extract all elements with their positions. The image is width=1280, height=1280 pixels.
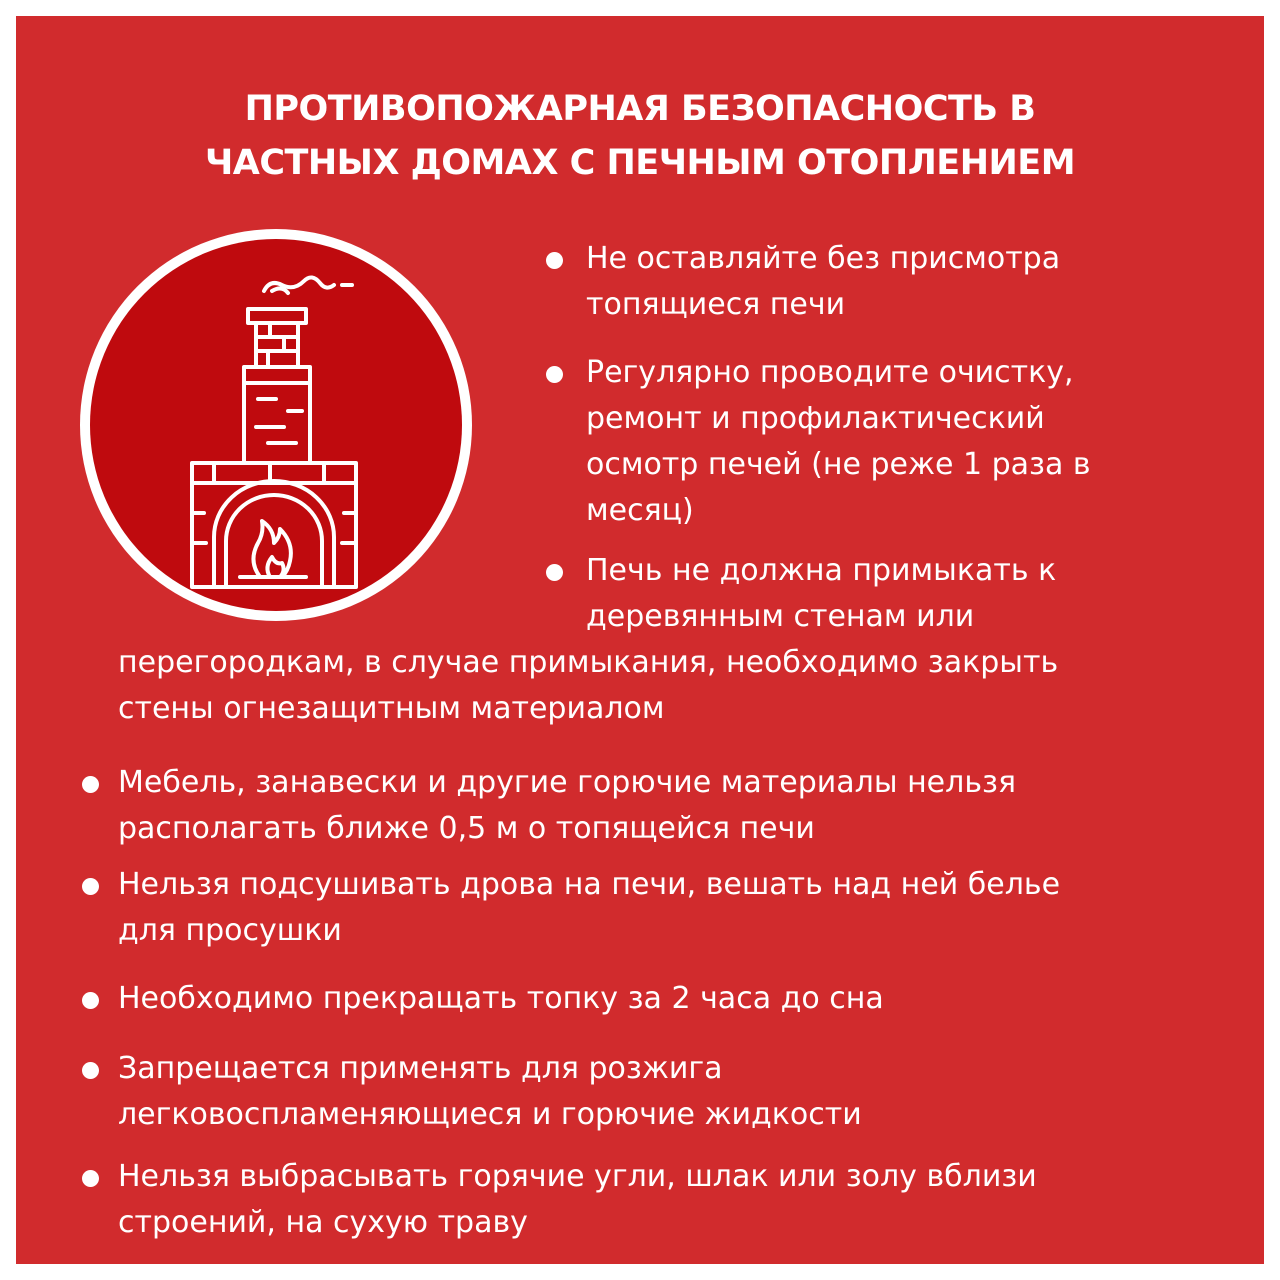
list-item-line: Мебель, занавески и другие горючие материалы нельзя	[118, 765, 1016, 800]
bullet-dot	[82, 1170, 99, 1187]
list-item-line: Необходимо прекращать топку за 2 часа до сна	[118, 981, 884, 1016]
list-item-line: для просушки	[118, 913, 342, 948]
list-item-line: месяц)	[586, 493, 694, 528]
page-title	[16, 82, 1264, 190]
list-item-line: ремонт и профилактический	[586, 401, 1045, 436]
stove-icon-badge	[80, 229, 472, 621]
list-item-line: деревянным стенам или	[586, 599, 975, 634]
list-item	[586, 548, 1056, 640]
list-item	[118, 1154, 1037, 1246]
list-item	[586, 350, 1091, 534]
list-item-line: Нельзя выбрасывать горячие угли, шлак или золу вблизи	[118, 1159, 1037, 1194]
poster	[16, 16, 1264, 1264]
list-item-line: строений, на сухую траву	[118, 1205, 528, 1240]
title-line-2: ЧАСТНЫХ ДОМАХ С ПЕЧНЫМ ОТОПЛЕНИЕМ	[204, 143, 1076, 183]
list-item-line: Печь не должна примыкать к	[586, 553, 1057, 588]
list-item-line: Запрещается применять для розжига	[118, 1051, 723, 1086]
list-item-line: Регулярно проводите очистку,	[586, 355, 1074, 390]
list-item-line: Не оставляйте без присмотра	[586, 241, 1061, 276]
list-item-line: легковоспламеняющиеся и горючие жидкости	[118, 1097, 862, 1132]
bullet-dot	[546, 564, 563, 581]
list-item-line: топящиеся печи	[586, 287, 846, 322]
list-item	[118, 976, 884, 1022]
bullet-dot	[546, 366, 563, 383]
bullet-dot	[82, 878, 99, 895]
list-item	[586, 236, 1060, 328]
bullet-dot	[82, 1062, 99, 1079]
bullet-dot	[82, 776, 99, 793]
list-item	[118, 760, 1016, 852]
list-item-continuation	[118, 640, 1058, 732]
title-line-1: ПРОТИВОПОЖАРНАЯ БЕЗОПАСНОСТЬ В	[244, 89, 1036, 129]
list-item-line: Нельзя подсушивать дрова на печи, вешать над ней белье	[118, 867, 1061, 902]
list-item	[118, 862, 1060, 954]
bullet-dot	[546, 252, 563, 269]
list-item-line: осмотр печей (не реже 1 раза в	[586, 447, 1091, 482]
list-item-line: стены огнезащитным материалом	[118, 691, 665, 726]
list-item	[118, 1046, 862, 1138]
list-item-line: перегородкам, в случае примыкания, необходимо закрыть	[118, 645, 1059, 680]
list-item-line: располагать ближе 0,5 м о топящейся печи	[118, 811, 815, 846]
stove-chimney-fire-icon	[80, 229, 472, 621]
bullet-dot	[82, 992, 99, 1009]
